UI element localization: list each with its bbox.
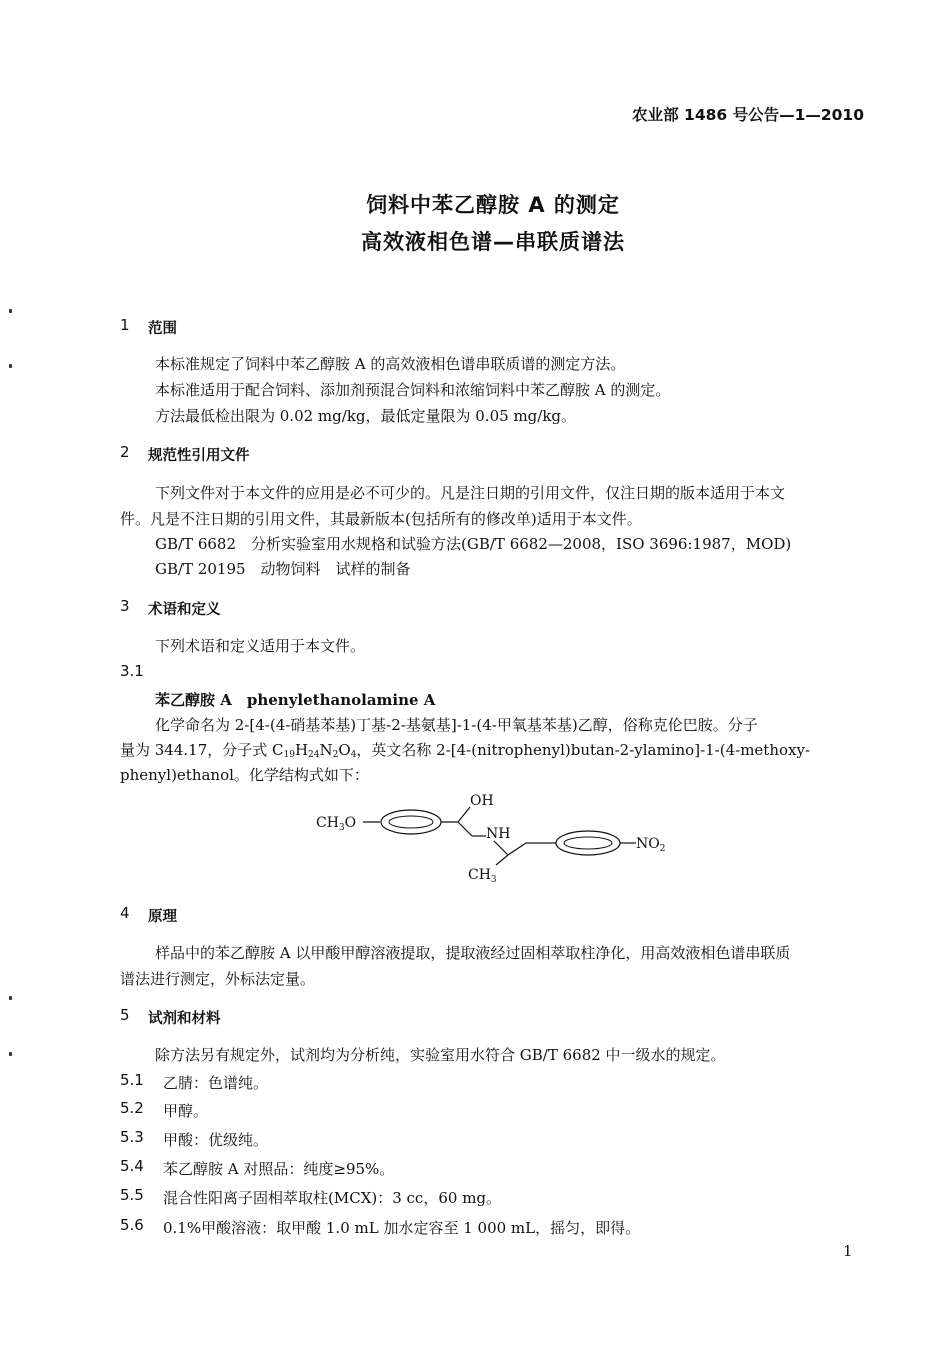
item-number: 5.2: [120, 1099, 144, 1117]
nh-label: NH: [486, 826, 511, 842]
paragraph: 下列文件对于本文件的应用是必不可少的。凡是注日期的引用文件，仅注日期的版本适用于本文: [155, 484, 786, 502]
bond: [458, 822, 472, 836]
reference-item: GB/T 20195 动物饲料 试样的制备: [155, 560, 411, 578]
document-title-line2: 高效液相色谱—串联质谱法: [361, 230, 625, 254]
ch3o-label: $CH_3O$: [316, 815, 357, 833]
text: ，英文名称 2-[4-(nitrophenyl)butan-2-ylamino]-1-(4-methoxy-: [356, 741, 811, 759]
section-number: 4: [120, 904, 130, 922]
ch3-label: $CH_3$: [468, 867, 497, 885]
subscript: 4: [350, 750, 357, 760]
section-number: 2: [120, 443, 130, 461]
item-text: 混合性阳离子固相萃取柱(MCX)：3 cc，60 mg。: [163, 1189, 502, 1207]
subscript: 19: [283, 750, 295, 760]
item-number: 5.3: [120, 1128, 144, 1146]
paragraph: 方法最低检出限为 0.02 mg/kg，最低定量限为 0.05 mg/kg。: [155, 407, 577, 425]
benzene-ring-inner: [564, 837, 612, 849]
text: 量为 344.17，分子式 C: [120, 741, 284, 759]
section-number: 3: [120, 597, 130, 615]
bond: [508, 843, 526, 855]
section-heading: 术语和定义: [148, 602, 221, 618]
paragraph: 本标准适用于配合饲料、添加剂预混合饲料和浓缩饲料中苯乙醇胺 A 的测定。: [155, 381, 671, 399]
bond: [496, 855, 508, 865]
section-heading: 试剂和材料: [148, 1011, 221, 1027]
benzene-ring: [381, 810, 441, 834]
scan-mark: [9, 1052, 12, 1056]
reference-item: GB/T 6682 分析实验室用水规格和试验方法(GB/T 6682—2008，ISO 3696:1987，MOD): [155, 535, 792, 553]
section-heading: 原理: [148, 909, 177, 925]
scan-mark: [9, 996, 12, 1000]
item-text: 0.1%甲酸溶液：取甲酸 1.0 mL 加水定容至 1 000 mL，摇匀，即得。: [163, 1219, 641, 1237]
item-text: 苯乙醇胺 A 对照品：纯度≥95%。: [163, 1160, 395, 1178]
text: H: [294, 741, 309, 759]
definition: 化学命名为 2-[4-(4-硝基苯基)丁基-2-基氨基]-1-(4-甲氧基苯基)乙醇，俗称克伦巴胺。分子: [155, 716, 758, 734]
paragraph: 下列术语和定义适用于本文件。: [155, 637, 366, 655]
section-number: 1: [120, 316, 130, 334]
document-title-line1: 饲料中苯乙醇胺 A 的测定: [366, 193, 620, 217]
standard-number: 农业部 1486 号公告—1—2010: [632, 106, 864, 124]
item-number: 5.6: [120, 1216, 144, 1234]
subscript: 2: [332, 750, 339, 760]
definition: phenyl)ethanol。化学结构式如下：: [120, 766, 369, 784]
section-heading: 范围: [148, 321, 177, 337]
text: N: [319, 741, 333, 759]
subscript: 24: [308, 750, 320, 760]
benzene-ring: [556, 831, 620, 855]
subsection-number: 3.1: [120, 662, 144, 680]
paragraph: 件。凡是不注日期的引用文件，其最新版本(包括所有的修改单)适用于本文件。: [120, 510, 642, 528]
paragraph: 本标准规定了饲料中苯乙醇胺 A 的高效液相色谱串联质谱的测定方法。: [155, 355, 626, 373]
item-text: 甲醇。: [163, 1102, 209, 1120]
paragraph: 样品中的苯乙醇胺 A 以甲酸甲醇溶液提取，提取液经过固相萃取柱净化，用高效液相色谱串联质: [155, 944, 791, 962]
term-name: 苯乙醇胺 A phenylethanolamine A: [155, 691, 436, 709]
section-number: 5: [120, 1006, 130, 1024]
chemical-structure: [300, 785, 700, 885]
page-number: 1: [843, 1242, 853, 1260]
item-text: 甲酸：优级纯。: [163, 1131, 269, 1149]
paragraph: 谱法进行测定，外标法定量。: [120, 970, 316, 988]
definition-formula-line: [120, 739, 810, 760]
paragraph: 除方法另有规定外，试剂均为分析纯，实验室用水符合 GB/T 6682 中一级水的规定。: [155, 1046, 726, 1064]
bond: [458, 807, 470, 822]
scan-mark: [9, 309, 12, 313]
item-number: 5.4: [120, 1157, 144, 1175]
bond: [494, 841, 508, 855]
oh-label: OH: [470, 793, 494, 809]
scan-mark: [9, 364, 12, 368]
text: O: [338, 741, 351, 759]
item-number: 5.1: [120, 1071, 144, 1089]
benzene-ring-inner: [389, 816, 433, 828]
item-text: 乙腈：色谱纯。: [163, 1074, 269, 1092]
section-heading: 规范性引用文件: [148, 448, 250, 464]
no2-label: $NO_2$: [636, 836, 666, 854]
item-number: 5.5: [120, 1186, 144, 1204]
